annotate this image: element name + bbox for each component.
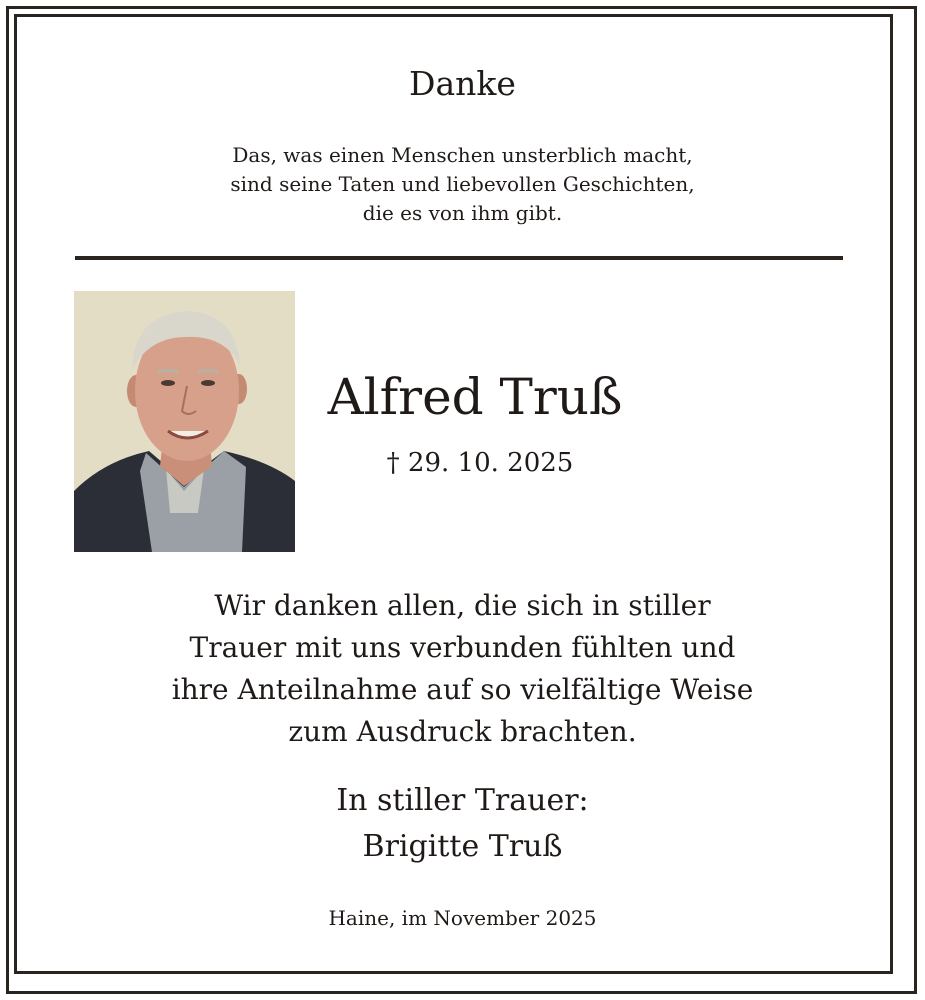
thanks-line: zum Ausdruck brachten. [288, 715, 637, 748]
poem-line: die es von ihm gibt. [362, 201, 563, 225]
poem-line: Das, was einen Menschen unsterblich macht, [232, 143, 693, 167]
mourners-intro: In stiller Trauer: [336, 783, 589, 818]
poem-quote [0, 141, 925, 228]
thanks-line: Wir danken allen, die sich in stiller [214, 589, 711, 622]
deceased-name: Alfred Truß [327, 368, 623, 426]
divider-rule [75, 256, 843, 260]
death-date: † 29. 10. 2025 [386, 448, 574, 478]
mourners-block [0, 778, 925, 870]
thanks-line: ihre Anteilnahme auf so vielfältige Weise [171, 673, 754, 706]
thanks-line: Trauer mit uns verbunden fühlten und [189, 631, 736, 664]
heading: Danke [409, 64, 516, 103]
portrait-photo [74, 291, 295, 552]
poem-line: sind seine Taten und liebevollen Geschichten, [230, 172, 695, 196]
place-and-date: Haine, im November 2025 [328, 906, 597, 930]
mourner-name: Brigitte Truß [362, 829, 563, 864]
thanks-text [0, 585, 925, 753]
